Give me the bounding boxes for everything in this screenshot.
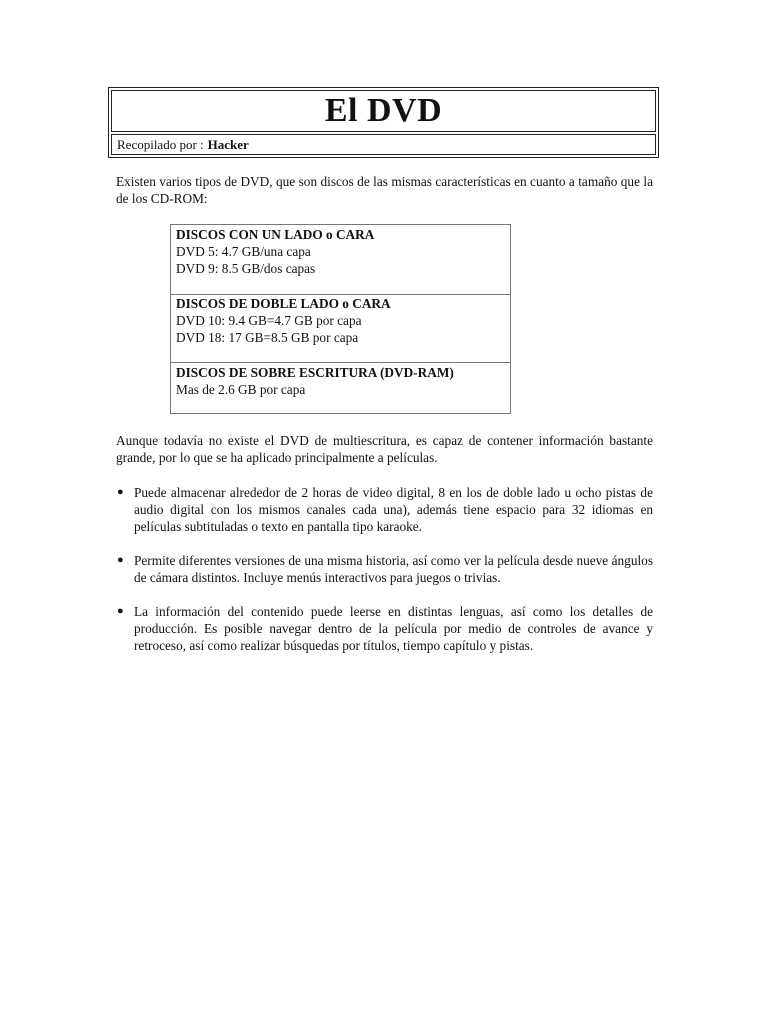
dvd-type-line: DVD 10: 9.4 GB=4.7 GB por capa <box>176 313 362 328</box>
dvd-type-line: DVD 9: 8.5 GB/dos capas <box>176 261 316 276</box>
dvd-type-line: Mas de 2.6 GB por capa <box>176 382 306 397</box>
list-item <box>116 552 653 586</box>
dvd-type-line: DVD 18: 17 GB=8.5 GB por capa <box>176 330 359 345</box>
bullet-icon: ● <box>117 554 124 566</box>
list-item-text: Puede almacenar alrededor de 2 horas de video digital, 8 en los de doble lado u ocho pistas de audio digital con los mismos canales cada una), además tiene espacio para 32 idiomas en películas subtituladas o texto en pantalla tipo karaoke. <box>134 485 653 534</box>
list-item-text: La información del contenido puede leerse en distintas lenguas, así como los detalles de producción. Es posible navegar dentro de la película por medio de controles de avance y retroceso, así como realizar búsquedas por títulos, tiempo capítulo y pistas. <box>134 604 653 653</box>
list-item-text: Permite diferentes versiones de una misma historia, así como ver la película desde nueve ángulos de cámara distintos. Incluye menús interactivos para juegos o trivias. <box>134 553 653 585</box>
header-box <box>108 87 659 158</box>
list-item <box>116 484 653 535</box>
bullet-icon: ● <box>117 486 124 498</box>
dvd-type-double-sided <box>171 294 510 362</box>
compiled-by-row <box>111 134 656 155</box>
dvd-types-table <box>170 224 511 414</box>
dvd-type-title: DISCOS DE SOBRE ESCRITURA (DVD-RAM) <box>176 365 454 380</box>
dvd-type-title: DISCOS CON UN LADO o CARA <box>176 227 375 242</box>
dvd-type-rewritable <box>171 362 510 413</box>
bullet-icon: ● <box>117 605 124 617</box>
list-item <box>116 603 653 654</box>
dvd-type-single-sided <box>171 225 510 294</box>
features-list <box>116 484 653 671</box>
compiled-by-label: Recopilado por : <box>117 136 204 152</box>
body-paragraph: Aunque todavía no existe el DVD de multiescritura, es capaz de contener información bastante grande, por lo que se ha aplicado principalmente a películas. <box>116 433 653 465</box>
document-title: El DVD <box>111 90 656 132</box>
intro-paragraph: Existen varios tipos de DVD, que son discos de las mismas características en cuanto a tamaño que la de los CD-ROM: <box>116 174 653 206</box>
dvd-type-title: DISCOS DE DOBLE LADO o CARA <box>176 296 391 311</box>
dvd-type-line: DVD 5: 4.7 GB/una capa <box>176 244 311 259</box>
compiled-by-author: Hacker <box>207 136 249 152</box>
